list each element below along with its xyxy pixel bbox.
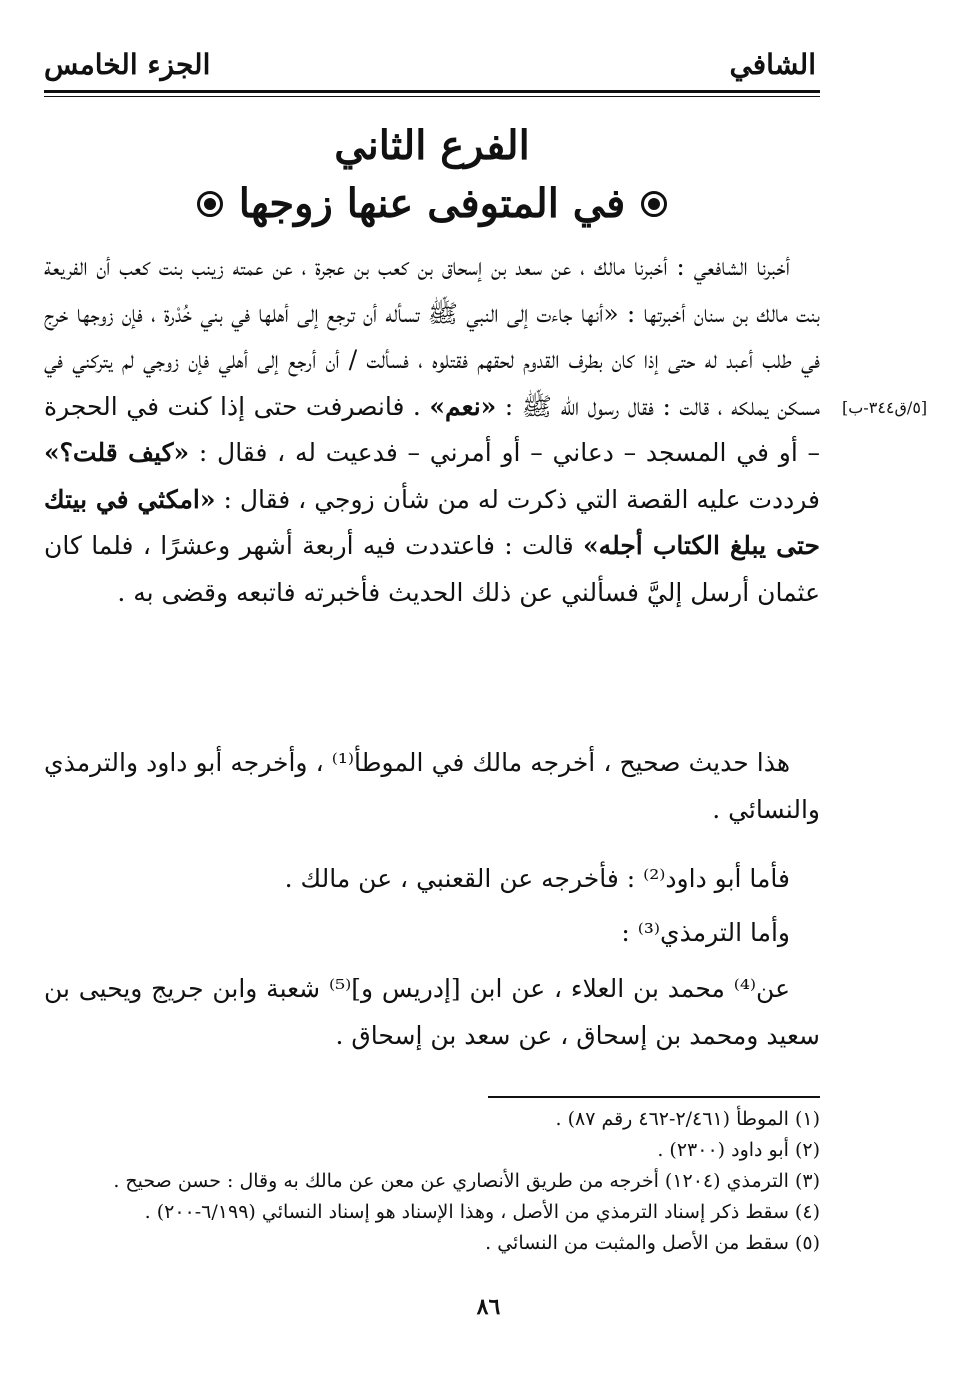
commentary-paragraph: هذا حديث صحيح ، أخرجه مالك في الموطأ⁽¹⁾ ، وأخرجه أبو داود والترمذي والنسائي . xyxy=(44,748,820,824)
volume-title: الجزء الخامس xyxy=(44,48,211,81)
rosette-ornament-icon xyxy=(641,191,667,217)
prophet-quote: «نعم» xyxy=(429,391,497,421)
prophet-quote: «كيف قلت؟» xyxy=(44,438,190,467)
prophet-quote: «امكثي في بيتك حتى يبلغ الكتاب أجله» xyxy=(44,484,820,560)
section-heading: الفرع الثاني xyxy=(334,122,530,169)
footnote-item: (١) الموطأ (٢/٤٦١-٤٦٢ رقم ٨٧) . xyxy=(555,1108,820,1130)
running-header xyxy=(44,44,820,94)
commentary-paragraph: فأما أبو داود⁽²⁾ : فأخرجه عن القعنبي ، عن مالك . xyxy=(284,864,790,893)
hadith-paragraph xyxy=(44,244,820,616)
hadith-text: . فانصرفت حتى إذا كنت في الحجرة – أو في المسجد – دعاني – أو أمرني – فدعيت له ، فقال : xyxy=(44,391,821,467)
commentary-paragraph: عن⁽⁴⁾ محمد بن العلاء ، عن ابن [إدريس و]⁽⁵⁾ شعبة وابن جريج ويحيى بن سعيد ومحمد بن إسحاق ، عن سعد بن إسحاق . xyxy=(44,974,820,1050)
footnote-item: (٥) سقط من الأصل والمثبت من النسائي . xyxy=(485,1232,820,1254)
hadith-text: قالت : فاعتددت فيه أربعة أشهر وعشرًا ، فلما كان عثمان أرسل إليَّ فسألني عن ذلك الحديث فأخبرته فاتبعه وقضى به . xyxy=(44,531,820,607)
header-rule-thin xyxy=(44,96,820,97)
footnotes xyxy=(44,1104,820,1259)
section-subheading: في المتوفى عنها زوجها xyxy=(238,180,626,227)
hadith-text: فرددت عليه القصة التي ذكرت له من شأن زوجي ، فقال : xyxy=(215,484,820,514)
section-subheading-row xyxy=(44,174,820,234)
footnote-separator xyxy=(488,1096,820,1098)
footnote-item: (٣) الترمذي (١٢٠٤) أخرجه من طريق الأنصاري عن معن عن مالك به وقال : حسن صحيح . xyxy=(113,1170,820,1192)
section-titles xyxy=(44,118,820,234)
header-rule xyxy=(44,90,820,93)
manuscript-margin-note: [٥/ق٣٤٤-ب] xyxy=(842,398,928,417)
hadith-text: أخبرنا الشافعي : أخبرنا مالك ، عن سعد بن إسحاق بن كعب بن عجرة ، عن عمته زينب بنت كعب أن الفريعة بنت مالك بن سنان أخبرتها : «أنها جاءت إلى النبي ﷺ تسأله أن ترجع إلى أهلها في بني خُدْرة ، فإن زوجها خرج في طلب أعبد له حتى إذا كان بطرف القدوم لحقهم فقتلوه ، فسألت / أن أرجع إلى أهلي فإن زوجي لم يتركني في مسكن يملكه ، قالت : فقال رسول الله ﷺ : xyxy=(44,252,820,421)
footnote-item: (٢) أبو داود (٢٣٠٠) . xyxy=(657,1139,820,1161)
footnote-item: (٤) سقط ذكر إسناد الترمذي من الأصل ، وهذا الإسناد هو إسناد النسائي (٦/١٩٩-٢٠٠) . xyxy=(144,1201,820,1223)
page-number: ٨٦ xyxy=(476,1294,501,1320)
commentary-paragraph: وأما الترمذي⁽³⁾ : xyxy=(621,918,790,947)
rosette-ornament-icon xyxy=(197,191,223,217)
book-title: الشافي xyxy=(729,48,816,81)
